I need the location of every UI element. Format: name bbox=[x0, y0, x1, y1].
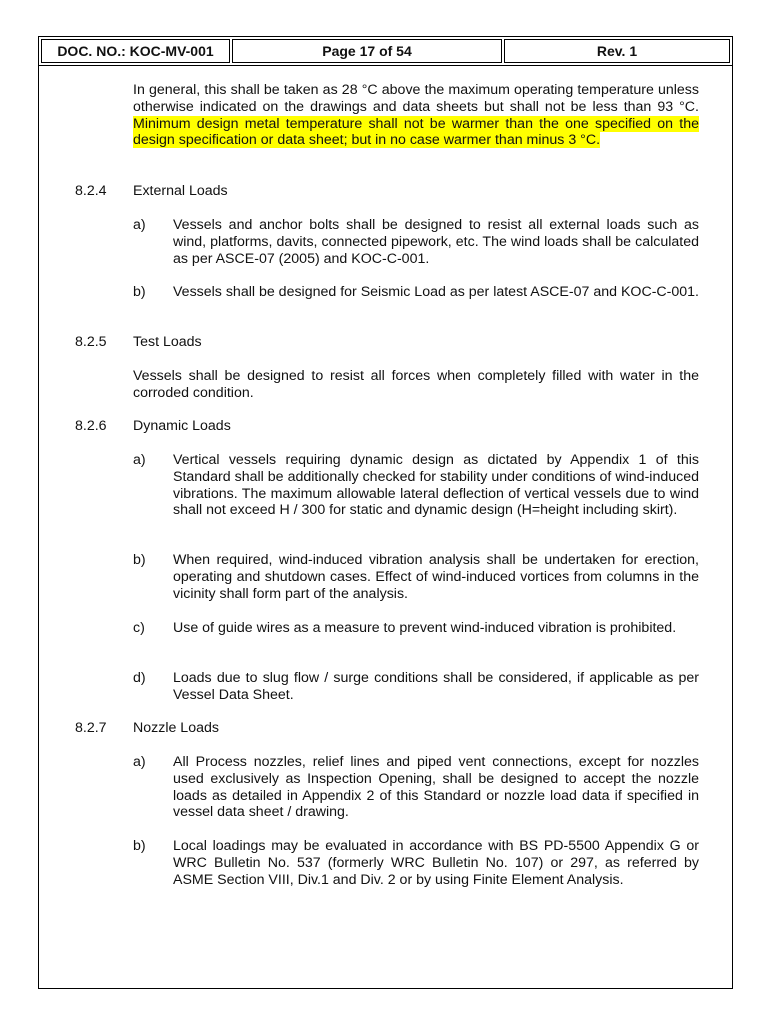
doc-number: DOC. NO.: KOC-MV-001 bbox=[41, 39, 230, 63]
list-item: All Process nozzles, relief lines and piped vent connections, except for nozzles used exclusively as Inspection Opening, shall be designed to accept the nozzle loads as detailed in Appendix 2 of this Standard or nozzle load data if specified in vessel data sheet / drawing. bbox=[173, 754, 699, 821]
item-letter: b) bbox=[133, 552, 146, 568]
section-number: 8.2.4 bbox=[75, 183, 107, 199]
list-item: Loads due to slug flow / surge conditions shall be considered, if applicable as per Vessel Data Sheet. bbox=[173, 670, 699, 703]
list-item: Vertical vessels requiring dynamic design as dictated by Appendix 1 of this Standard shall be additionally checked for stability under conditions of wind-induced vibrations. The maximum allowable lateral deflection of vertical vessels due to wind shall not exceed H / 300 for static and dynamic design (H=height including skirt). bbox=[173, 452, 699, 519]
item-letter: a) bbox=[133, 754, 146, 770]
section-number: 8.2.5 bbox=[75, 334, 107, 350]
section-title: External Loads bbox=[133, 183, 228, 199]
section-title: Test Loads bbox=[133, 334, 202, 350]
list-item: Local loadings may be evaluated in accordance with BS PD-5500 Appendix G or WRC Bulletin No. 537 (formerly WRC Bulletin No. 107) or 297, as referred by ASME Section VIII, Div.1 and Div. 2 or by using Finite Element Analysis. bbox=[173, 838, 699, 888]
highlighted-text: Minimum design metal temperature shall not be warmer than the one specified on the design specification or data sheet; but in no case warmer than minus 3 °C. bbox=[133, 115, 699, 149]
section-number: 8.2.6 bbox=[75, 418, 107, 434]
item-letter: a) bbox=[133, 452, 146, 468]
item-letter: c) bbox=[133, 620, 145, 636]
list-item: When required, wind-induced vibration analysis shall be undertaken for erection, operating and shutdown cases. Effect of wind-induced vortices from columns in the vicinity shall form part of the analysis. bbox=[173, 552, 699, 602]
item-letter: a) bbox=[133, 217, 146, 233]
list-item: Use of guide wires as a measure to prevent wind-induced vibration is prohibited. bbox=[173, 620, 677, 636]
item-letter: d) bbox=[133, 670, 146, 686]
section-title: Dynamic Loads bbox=[133, 418, 231, 434]
revision: Rev. 1 bbox=[504, 39, 730, 63]
page-number: Page 17 of 54 bbox=[232, 39, 502, 63]
list-item: Vessels and anchor bolts shall be designed to resist all external loads such as wind, platforms, davits, connected pipework, etc. The wind loads shall be calculated as per ASCE-07 (2005) and KOC-C-001. bbox=[173, 217, 699, 267]
section-paragraph: Vessels shall be designed to resist all forces when completely filled with water in the corroded condition. bbox=[133, 368, 699, 401]
list-item: Vessels shall be designed for Seismic Load as per latest ASCE-07 and KOC-C-001. bbox=[173, 284, 700, 300]
item-letter: b) bbox=[133, 284, 146, 300]
intro-text: In general, this shall be taken as 28 °C above the maximum operating temperature unless otherwise indicated on the drawings and data sheets but shall not be less than 93 °C. bbox=[133, 82, 699, 115]
intro-paragraph bbox=[133, 82, 699, 149]
section-number: 8.2.7 bbox=[75, 720, 107, 736]
section-title: Nozzle Loads bbox=[133, 720, 219, 736]
item-letter: b) bbox=[133, 838, 146, 854]
